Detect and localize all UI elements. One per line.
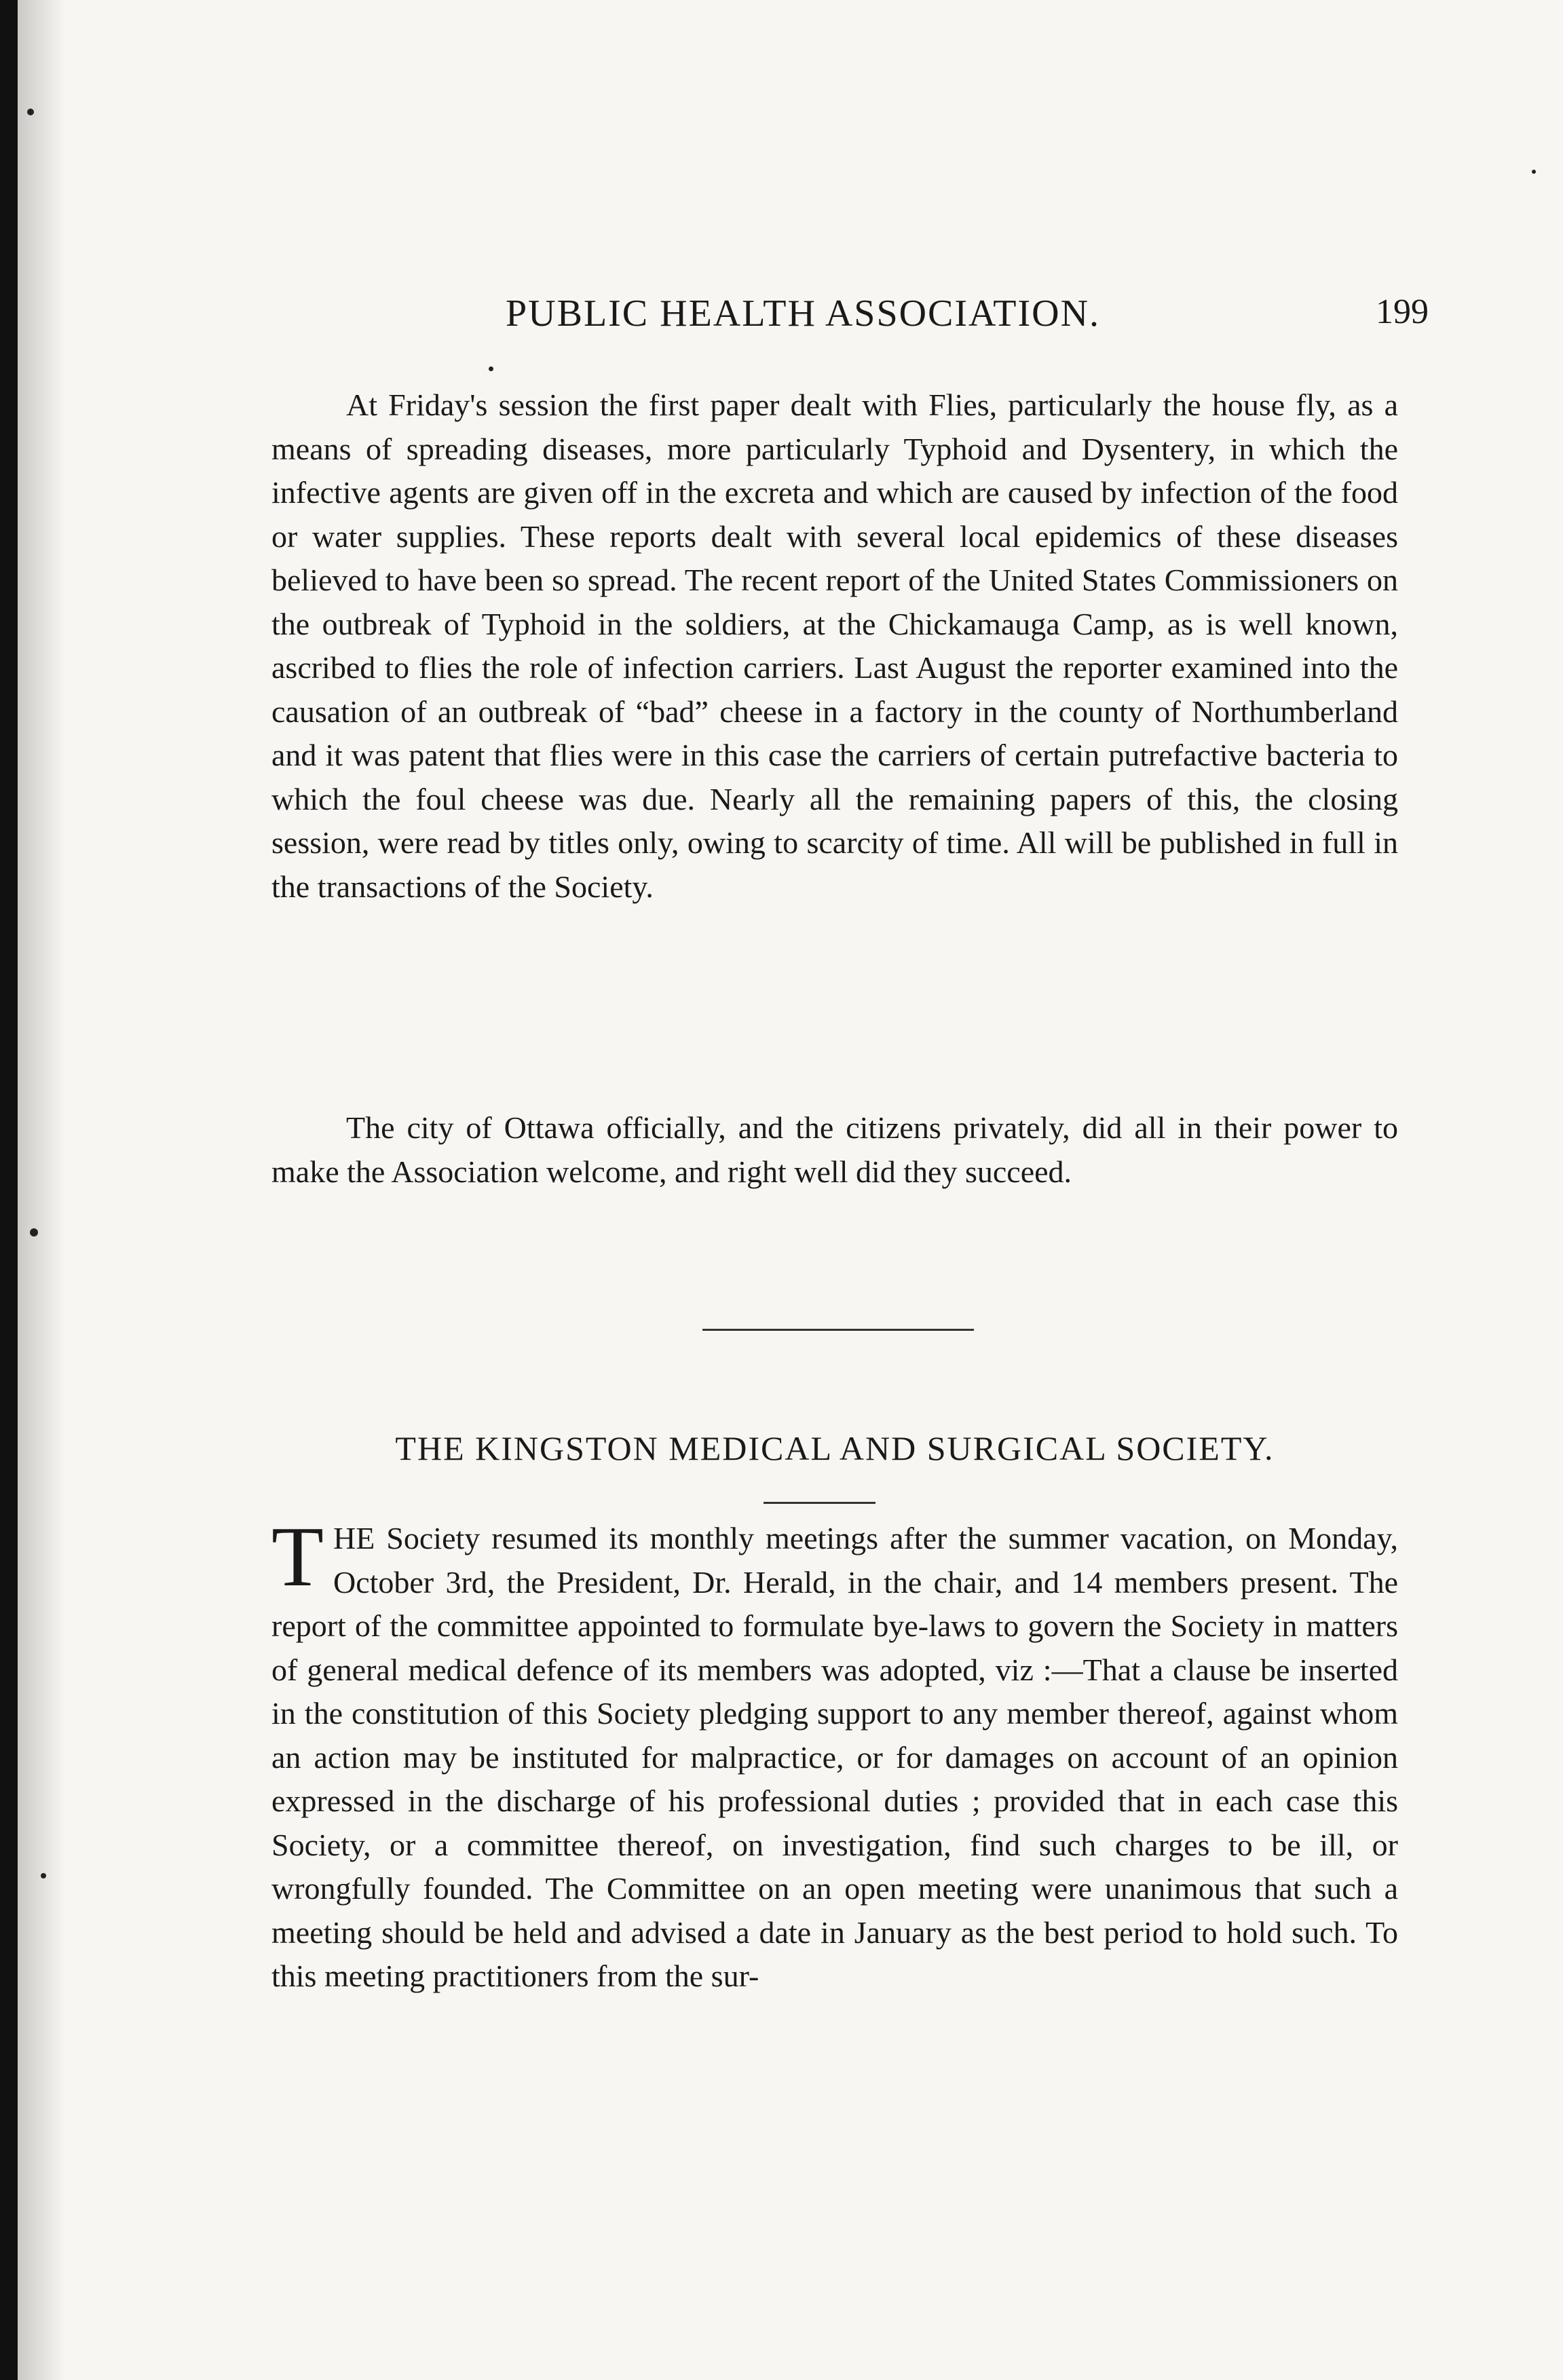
scan-speck <box>30 1228 38 1236</box>
scan-speck <box>489 366 493 371</box>
article-two-paragraph-1: HE Society resumed its monthly meetings after the summer vacation, on Monday, October 3rd, the President, Dr. Herald, in the chair, and 14 members present. The report of the committee appointed to formulate bye-laws to govern the Society in matters of general medical defence of its members was adopted, viz :—That a clause be inserted in the constitution of this Society pledging support to any member thereof, against whom an action may be instituted for malpractice, or for damages on account of an opinion expressed in the discharge of his professional duties ; provided that in each case this Society, or a committee thereof, on investigation, find such charges to be ill, or wrongfully founded. The Committee on an open meeting were unanimous that such a meeting should be held and advised a date in January as the best period to hold such. To this meeting practitioners from the sur- <box>271 1521 1398 1993</box>
article-two <box>271 1510 1398 1999</box>
article-one-paragraph-2: The city of Ottawa officially, and the citizens privately, did all in their power to make the Association welcome, and right well did they succeed. <box>271 1110 1398 1189</box>
scan-speck <box>27 109 34 115</box>
scan-speck <box>1532 170 1536 174</box>
heading-underline <box>764 1502 875 1504</box>
page-number: 199 <box>1376 292 1429 331</box>
section-heading: THE KINGSTON MEDICAL AND SURGICAL SOCIETY. <box>395 1429 1275 1467</box>
scan-speck <box>41 1873 46 1878</box>
binding-edge <box>0 0 18 2380</box>
section-divider <box>702 1329 974 1331</box>
running-title: PUBLIC HEALTH ASSOCIATION. <box>506 292 1101 335</box>
article-one-closing <box>271 1106 1398 1194</box>
article-one <box>271 383 1398 909</box>
binding-shadow <box>18 0 65 2380</box>
article-one-paragraph-1: At Friday's session the first paper dealt with Flies, particularly the house fly, as a means of spreading diseases, more particularly Typhoid and Dysentery, in which the infective agents are given off in the excreta and which are caused by infection of the food or water supplies. These reports dealt with several local epidemics of these diseases believed to have been so spread. The recent report of the United States Commissioners on the outbreak of Typhoid in the soldiers, at the Chickamauga Camp, as is well known, ascribed to flies the role of infection carriers. Last August the reporter examined into the causation of an outbreak of “bad” cheese in a factory in the county of Northumberland and it was patent that flies were in this case the carriers of certain putrefactive bacteria to which the foul cheese was due. Nearly all the remaining papers of this, the closing session, were read by titles only, owing to scarcity of time. All will be published in full in the transactions of the Society. <box>271 388 1398 904</box>
running-head <box>506 292 1429 339</box>
drop-cap: T <box>271 1510 324 1604</box>
